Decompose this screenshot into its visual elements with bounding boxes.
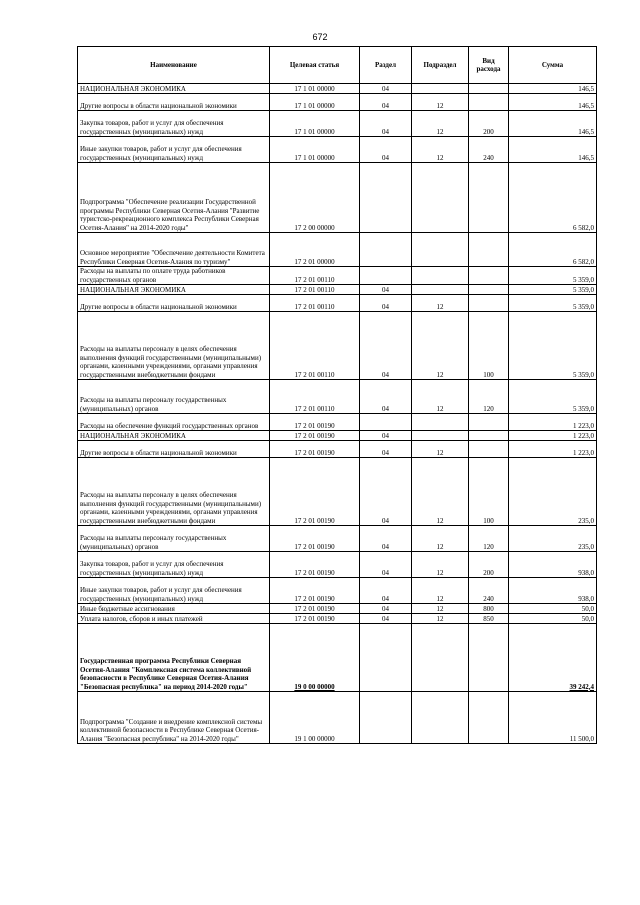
header-section: Раздел [360, 47, 412, 84]
table-row [78, 94, 597, 111]
cell-name: Закупка товаров, работ и услуг для обеспечения государственных (муниципальных) нужд [78, 552, 270, 578]
cell-name: Подпрограмма "Создание и внедрение комплексной системы коллективной безопасности в Республике Северная Осетия-Алания "Безопасная республика" на 2014-2020 годы" [78, 692, 270, 744]
cell-subsection: 12 [412, 441, 469, 458]
table-row [78, 431, 597, 441]
table-row [78, 624, 597, 692]
cell-section: 04 [360, 111, 412, 137]
cell-sum: 5 359,0 [509, 380, 597, 414]
header-code: Целевая статья [270, 47, 360, 84]
cell-subsection [412, 414, 469, 431]
table-row [78, 233, 597, 267]
cell-code: 17 2 01 00110 [270, 267, 360, 285]
cell-subsection [412, 431, 469, 441]
cell-subsection [412, 163, 469, 233]
cell-section: 04 [360, 312, 412, 380]
cell-kind: 850 [469, 614, 509, 624]
cell-name: НАЦИОНАЛЬНАЯ ЭКОНОМИКА [78, 431, 270, 441]
cell-code: 17 2 01 00190 [270, 441, 360, 458]
cell-kind [469, 431, 509, 441]
cell-kind: 200 [469, 111, 509, 137]
cell-code: 17 2 01 00190 [270, 414, 360, 431]
cell-section [360, 414, 412, 431]
cell-name: Расходы на выплаты персоналу государственных (муниципальных) органов [78, 526, 270, 552]
cell-kind [469, 414, 509, 431]
cell-name: Иные закупки товаров, работ и услуг для обеспечения государственных (муниципальных) нужд [78, 137, 270, 163]
cell-name: Другие вопросы в области национальной экономики [78, 441, 270, 458]
cell-section: 04 [360, 614, 412, 624]
cell-code: 17 2 01 00190 [270, 614, 360, 624]
cell-sum: 146,5 [509, 137, 597, 163]
table-row [78, 111, 597, 137]
cell-subsection: 12 [412, 137, 469, 163]
cell-sum: 5 359,0 [509, 295, 597, 312]
cell-name: Другие вопросы в области национальной экономики [78, 295, 270, 312]
cell-code: 17 2 00 00000 [270, 163, 360, 233]
cell-sum: 235,0 [509, 526, 597, 552]
cell-code: 17 2 01 00190 [270, 458, 360, 526]
cell-code: 17 1 01 00000 [270, 137, 360, 163]
cell-section: 04 [360, 578, 412, 604]
cell-name: Подпрограмма "Обеспечение реализации Государственной программы Республики Северная Осетия-Алания "Развитие туристско-рекреационного комплекса Республики Северная Осетия-Алания" на 2014-2020 годы" [78, 163, 270, 233]
table-row [78, 295, 597, 312]
cell-section [360, 624, 412, 692]
cell-subsection [412, 84, 469, 94]
cell-sum: 1 223,0 [509, 414, 597, 431]
page-number: 672 [312, 32, 328, 42]
cell-section: 04 [360, 285, 412, 295]
cell-name: НАЦИОНАЛЬНАЯ ЭКОНОМИКА [78, 84, 270, 94]
cell-section: 04 [360, 441, 412, 458]
cell-kind [469, 624, 509, 692]
cell-name: Расходы на выплаты по оплате труда работников государственных органов [78, 267, 270, 285]
cell-kind [469, 441, 509, 458]
cell-name: Расходы на выплаты персоналу государственных (муниципальных) органов [78, 380, 270, 414]
cell-name: Основное мероприятие "Обеспечение деятельности Комитета Республики Северная Осетия-Алания по туризму" [78, 233, 270, 267]
cell-name: Уплата налогов, сборов и иных платежей [78, 614, 270, 624]
cell-sum: 5 359,0 [509, 285, 597, 295]
cell-section: 04 [360, 380, 412, 414]
cell-sum: 146,5 [509, 84, 597, 94]
table-row [78, 526, 597, 552]
cell-subsection: 12 [412, 312, 469, 380]
cell-section: 04 [360, 552, 412, 578]
table-row [78, 614, 597, 624]
cell-name: Расходы на выплаты персоналу в целях обеспечения выполнения функций государственными (муниципальными) органами, казенными учреждениями, органами управления государственными внебюджетными фондами [78, 312, 270, 380]
cell-name: Расходы на обеспечение функций государственных органов [78, 414, 270, 431]
cell-sum: 1 223,0 [509, 431, 597, 441]
table-row [78, 163, 597, 233]
cell-subsection: 12 [412, 458, 469, 526]
header-kind: Вид расхода [469, 47, 509, 84]
cell-kind [469, 233, 509, 267]
cell-sum: 6 582,0 [509, 233, 597, 267]
cell-section: 04 [360, 84, 412, 94]
cell-sum: 235,0 [509, 458, 597, 526]
cell-section: 04 [360, 431, 412, 441]
cell-subsection: 12 [412, 552, 469, 578]
cell-code: 17 2 01 00000 [270, 233, 360, 267]
cell-name: Государственная программа Республики Северная Осетия-Алания "Комплексная система коллективной безопасности в Республике Северная Осетия-Алания "Безопасная республика" на период 2014-2020 годы" [78, 624, 270, 692]
cell-sum: 146,5 [509, 94, 597, 111]
cell-subsection [412, 285, 469, 295]
cell-subsection: 12 [412, 526, 469, 552]
cell-section: 04 [360, 526, 412, 552]
cell-code: 17 2 01 00190 [270, 578, 360, 604]
table-row [78, 414, 597, 431]
cell-kind: 800 [469, 604, 509, 614]
table-row [78, 84, 597, 94]
table-row [78, 441, 597, 458]
cell-sum: 938,0 [509, 578, 597, 604]
cell-name: Закупка товаров, работ и услуг для обеспечения государственных (муниципальных) нужд [78, 111, 270, 137]
cell-code: 17 2 01 00190 [270, 552, 360, 578]
cell-kind [469, 692, 509, 744]
cell-code: 19 0 00 00000 [270, 624, 360, 692]
table-row [78, 285, 597, 295]
table-row [78, 267, 597, 285]
cell-section [360, 163, 412, 233]
cell-section [360, 233, 412, 267]
cell-code: 17 2 01 00110 [270, 285, 360, 295]
cell-subsection [412, 233, 469, 267]
cell-code: 17 2 01 00190 [270, 604, 360, 614]
table-row [78, 137, 597, 163]
cell-kind [469, 285, 509, 295]
cell-sum: 146,5 [509, 111, 597, 137]
cell-section: 04 [360, 458, 412, 526]
cell-subsection [412, 267, 469, 285]
cell-name: НАЦИОНАЛЬНАЯ ЭКОНОМИКА [78, 285, 270, 295]
cell-kind [469, 267, 509, 285]
header-sum: Сумма [509, 47, 597, 84]
cell-subsection [412, 692, 469, 744]
table-row [78, 458, 597, 526]
cell-name: Расходы на выплаты персоналу в целях обеспечения выполнения функций государственными (муниципальными) органами, казенными учреждениями, органами управления государственными внебюджетными фондами [78, 458, 270, 526]
cell-sum: 5 359,0 [509, 312, 597, 380]
cell-subsection: 12 [412, 111, 469, 137]
header-subsection: Подраздел [412, 47, 469, 84]
cell-kind: 100 [469, 458, 509, 526]
table-header-row [78, 47, 597, 84]
cell-sum: 5 359,0 [509, 267, 597, 285]
cell-section: 04 [360, 94, 412, 111]
header-name: Наименование [78, 47, 270, 84]
cell-sum: 50,0 [509, 604, 597, 614]
cell-sum: 1 223,0 [509, 441, 597, 458]
cell-code: 17 1 01 00000 [270, 84, 360, 94]
cell-subsection: 12 [412, 94, 469, 111]
cell-subsection [412, 624, 469, 692]
cell-section: 04 [360, 137, 412, 163]
cell-sum: 11 500,0 [509, 692, 597, 744]
cell-sum: 938,0 [509, 552, 597, 578]
cell-subsection: 12 [412, 380, 469, 414]
cell-sum: 6 582,0 [509, 163, 597, 233]
cell-kind [469, 94, 509, 111]
table-row [78, 552, 597, 578]
cell-kind [469, 84, 509, 94]
cell-name: Иные закупки товаров, работ и услуг для обеспечения государственных (муниципальных) нужд [78, 578, 270, 604]
cell-name: Другие вопросы в области национальной экономики [78, 94, 270, 111]
cell-code: 19 1 00 00000 [270, 692, 360, 744]
cell-subsection: 12 [412, 614, 469, 624]
cell-kind: 120 [469, 526, 509, 552]
table-row [78, 604, 597, 614]
cell-section: 04 [360, 295, 412, 312]
cell-subsection: 12 [412, 295, 469, 312]
cell-kind: 100 [469, 312, 509, 380]
cell-section [360, 692, 412, 744]
cell-kind [469, 295, 509, 312]
cell-code: 17 1 01 00000 [270, 94, 360, 111]
cell-subsection: 12 [412, 604, 469, 614]
table-row [78, 578, 597, 604]
cell-section [360, 267, 412, 285]
cell-code: 17 2 01 00110 [270, 295, 360, 312]
cell-subsection: 12 [412, 578, 469, 604]
budget-table [77, 46, 597, 744]
cell-kind: 200 [469, 552, 509, 578]
cell-kind [469, 163, 509, 233]
cell-name: Иные бюджетные ассигнования [78, 604, 270, 614]
cell-kind: 120 [469, 380, 509, 414]
cell-kind: 240 [469, 137, 509, 163]
cell-sum: 39 242,4 [509, 624, 597, 692]
cell-sum: 50,0 [509, 614, 597, 624]
cell-code: 17 2 01 00190 [270, 526, 360, 552]
table-row [78, 692, 597, 744]
cell-kind: 240 [469, 578, 509, 604]
table-row [78, 312, 597, 380]
cell-section: 04 [360, 604, 412, 614]
cell-code: 17 2 01 00190 [270, 431, 360, 441]
cell-code: 17 1 01 00000 [270, 111, 360, 137]
cell-code: 17 2 01 00110 [270, 380, 360, 414]
cell-code: 17 2 01 00110 [270, 312, 360, 380]
table-row [78, 380, 597, 414]
